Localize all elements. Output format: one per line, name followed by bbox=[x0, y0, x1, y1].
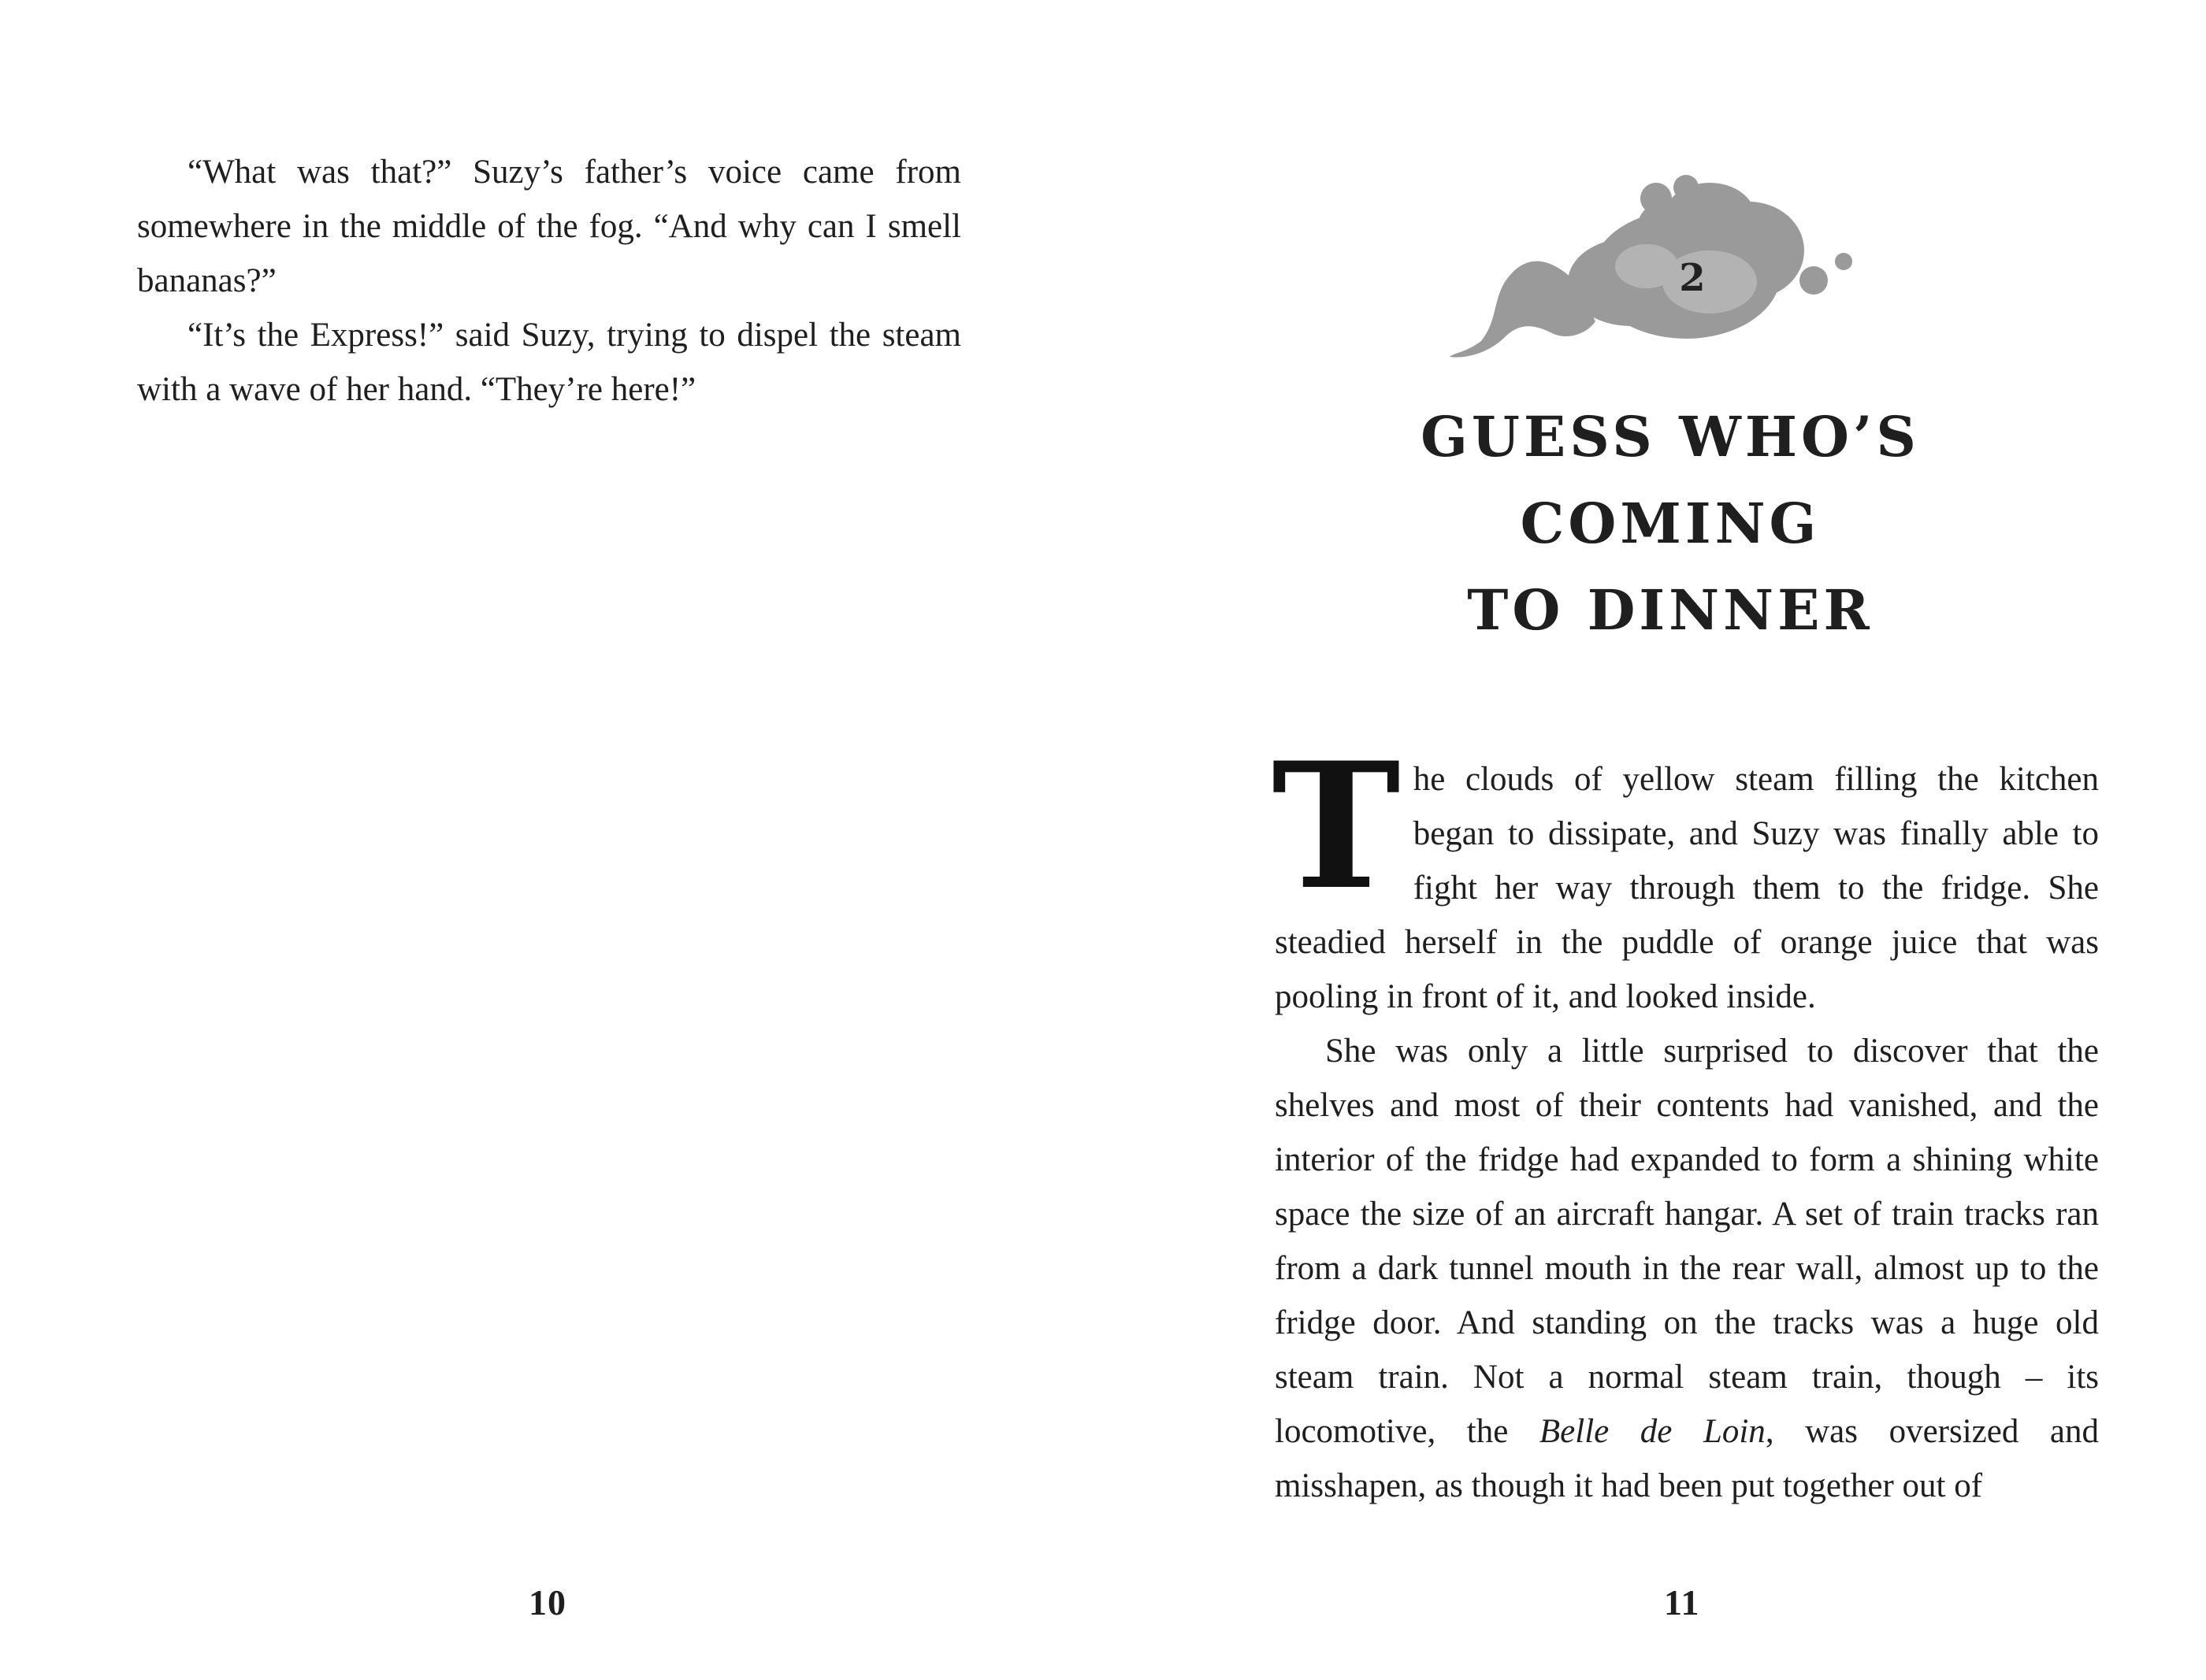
left-body-text bbox=[137, 145, 961, 417]
paragraph-text: She was only a little surprised to discover that the shelves and most of their contents had vanished, and the interior of the fridge had expanded to form a shining white space the size of an aircraft hangar. A set of train tracks ran from a dark tunnel mouth in the rear wall, almost up to the fridge door. And standing on the tracks was a huge old steam train. Not a normal steam train, though – its locomotive, the bbox=[1275, 1033, 2099, 1450]
paragraph: “It’s the Express!” said Suzy, trying to dispel the steam with a wave of her hand. “They’re here!” bbox=[137, 317, 961, 408]
paragraph bbox=[1275, 1024, 2099, 1513]
paragraph-text: , was oversized and misshapen, as though it had been put together out of bbox=[1275, 1413, 2099, 1504]
chapter-title-line: TO DINNER bbox=[1467, 577, 1874, 643]
paragraph-text: he clouds of yellow steam filling the kitchen began to dissipate, and Suzy was finally able to fight her way through them to the fridge. She steadied herself in the puddle of orange juice that was pooling in front of it, and looked inside. bbox=[1275, 761, 2099, 1015]
paragraph: “What was that?” Suzy’s father’s voice came from somewhere in the middle of the fog. “And why can I smell bananas?” bbox=[137, 154, 961, 299]
drop-cap: T bbox=[1272, 724, 1401, 928]
steam-cloud-ornament bbox=[1450, 164, 1859, 369]
chapter-title bbox=[1276, 394, 2064, 654]
chapter-title-line: GUESS WHO’S COMING bbox=[1421, 404, 1920, 556]
chapter-number: 2 bbox=[1679, 256, 1706, 300]
page-number-right: 11 bbox=[1664, 1582, 1700, 1623]
right-body-text bbox=[1272, 724, 2099, 1513]
right-page bbox=[1103, 0, 2206, 1680]
page-number-left: 10 bbox=[529, 1582, 566, 1623]
paragraph bbox=[1272, 724, 2099, 1024]
train-name: Belle de Loin bbox=[1539, 1413, 1766, 1450]
